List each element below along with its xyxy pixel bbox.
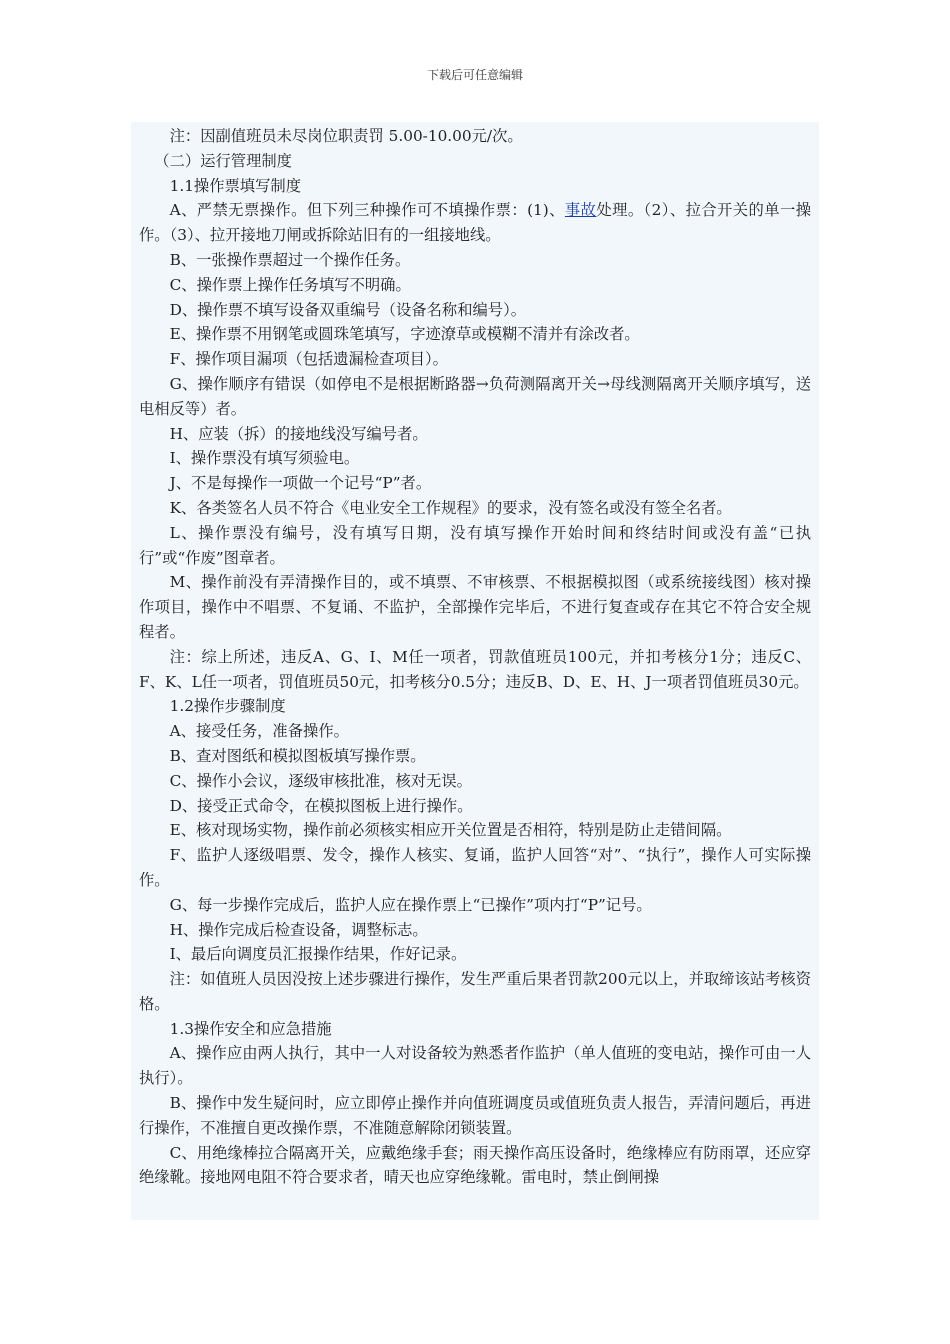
paragraph: J、不是每操作一项做一个记号“P”者。 — [169, 474, 432, 493]
paragraph-text: 处理。（2）、拉合开关的单一操作。（3）、拉开接地刀闸或拆除站旧有的一组接地线。 — [139, 201, 811, 245]
paragraph: F、监护人逐级唱票、发令，操作人核实、复诵，监护人回答“对”、“执行”，操作人可实际操作。 — [139, 846, 811, 889]
paragraph: D、接受正式命令，在模拟图板上进行操作。 — [169, 796, 473, 815]
paragraph — [139, 198, 811, 248]
paragraph: E、核对现场实物，操作前必须核实相应开关位置是否相符，特别是防止走错间隔。 — [169, 821, 732, 840]
paragraph: 注：因副值班员未尽岗位职责罚 5.00-10.00元/次。 — [169, 127, 523, 145]
paragraph: （二）运行管理制度 — [154, 151, 292, 170]
paragraph: F、操作项目漏项（包括遗漏检查项目）。 — [169, 350, 448, 369]
paragraph: C、操作票上操作任务填写不明确。 — [169, 275, 411, 294]
page-header: 下载后可任意编辑 — [426, 68, 523, 82]
paragraph: K、各类签名人员不符合《电业安全工作规程》的要求，没有签名或没有签全名者。 — [169, 498, 732, 517]
paragraph: 注：综上所述，违反A、G、I、M任一项者，罚款值班员100元，并扣考核分1分；违反C、F、K、L任一项者，罚值班员50元，扣考核分0.5分；违反B、D、E、H、J一项者罚值班员30元。 — [139, 647, 811, 691]
paragraph: 注：如值班人员因没按上述步骤进行操作，发生严重后果者罚款200元以上，并取缔该站考核资格。 — [139, 970, 811, 1013]
paragraph: C、操作小会议，逐级审核批准，核对无误。 — [169, 771, 472, 790]
paragraph: I、操作票没有填写须验电。 — [169, 449, 360, 468]
paragraph: A、操作应由两人执行，其中一人对设备较为熟悉者作监护（单人值班的变电站，操作可由一人执行）。 — [139, 1044, 811, 1088]
paragraph: G、每一步操作完成后，监护人应在操作票上“已操作”项内打“P”记号。 — [169, 895, 652, 914]
paragraph: 1.2操作步骤制度 — [169, 697, 286, 716]
paragraph: C、用绝缘棒拉合隔离开关，应戴绝缘手套；雨天操作高压设备时，绝缘棒应有防雨罩，还应穿绝缘靴。接地网电阻不符合要求者，晴天也应穿绝缘靴。雷电时，禁止倒闸操 — [139, 1143, 811, 1187]
paragraph: D、操作票不填写设备双重编号（设备名称和编号）。 — [169, 300, 527, 319]
paragraph: B、查对图纸和模拟图板填写操作票。 — [169, 746, 426, 765]
paragraph: I、最后向调度员汇报操作结果，作好记录。 — [169, 945, 467, 964]
paragraph: H、应装（拆）的接地线没写编号者。 — [169, 424, 428, 443]
accident-link[interactable]: 事故 — [564, 201, 597, 220]
document-body — [131, 122, 819, 1220]
paragraph: A、接受任务，准备操作。 — [169, 722, 349, 741]
paragraph: B、操作中发生疑问时，应立即停止操作并向值班调度员或值班负责人报告，弄清问题后，再进行操作，不准擅自更改操作票，不准随意解除闭锁装置。 — [139, 1094, 811, 1137]
paragraph: H、操作完成后检查设备，调整标志。 — [169, 920, 428, 939]
paragraph: 1.3操作安全和应急措施 — [169, 1019, 332, 1038]
paragraph: M、操作前没有弄清操作目的，或不填票、不审核票、不根据模拟图（或系统接线图）核对操作项目，操作中不唱票、不复诵、不监护，全部操作完毕后，不进行复查或存在其它不符合安全规程者。 — [139, 573, 811, 641]
paragraph: E、操作票不用钢笔或圆珠笔填写，字迹潦草或模糊不清并有涂改者。 — [169, 325, 640, 344]
paragraph-text: A、严禁无票操作。但下列三种操作可不填操作票：(1)、 — [169, 201, 565, 220]
paragraph: B、一张操作票超过一个操作任务。 — [169, 250, 411, 269]
paragraph: G、操作顺序有错误（如停电不是根据断路器→负荷测隔离开关→母线测隔离开关顺序填写，送电相反等）者。 — [139, 374, 811, 418]
paragraph: 1.1操作票填写制度 — [169, 176, 301, 195]
paragraph: L、操作票没有编号，没有填写日期，没有填写操作开始时间和终结时间或没有盖“已执行”或“作废”图章者。 — [139, 523, 811, 567]
